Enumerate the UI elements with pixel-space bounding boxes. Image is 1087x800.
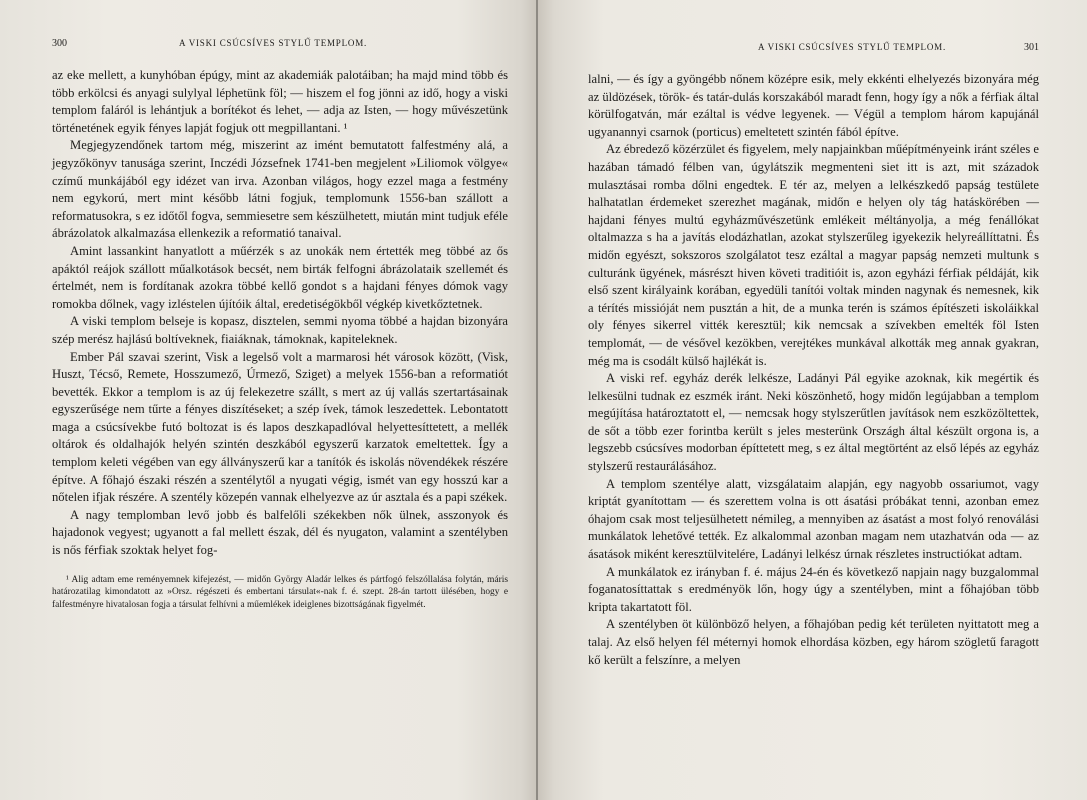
paragraph: A viski templom belseje is kopasz, disztelen, semmi nyoma többé a hajdan bizonyára szép merész hajlású boltíveknek, fiaiáknak, támoknak, kapiteleknek. — [52, 314, 508, 346]
left-page-body — [52, 67, 508, 560]
paragraph: Megjegyzendőnek tartom még, miszerint az imént bemutatott falfestmény alá, a jegyzőkönyv tanusága szerint, Inczédi Józsefnek 1741-ben megjelent »Liliomok völgye« czímű munkájából egy idézet van irva. Azonban világos, hogy ezzel maga a festmény nem egykorú, mert mint később látni fogjuk, templomunk 1556-ban szállott a reformatusokra, s ez időtől fogva, semmiesetre sem készülhetett, miután mint tudjuk eféle ábrázolatok alkalmazása ellenkezik a reformatió tanaival. — [52, 138, 508, 241]
left-page-header — [52, 38, 508, 49]
paragraph: A munkálatok ez irányban f. é. május 24-én és következő napjain nagy buzgalommal foganatosíttattak s eredményök lőn, hogy úgy a szentélyben, mint a főhajóban több kripta takartatott föl. — [588, 564, 1039, 614]
footnote: ¹ Alig adtam eme reményemnek kifejezést, — midőn György Aladár lelkes és pártfogó felszóllalása folytán, máris határozatilag kimondatott az »Orsz. régészeti és embertani társulat«-nak f. é. szept. 28-án tartott ülésében, hogy e falfestményre hivatalosan fogja a társulat felhívni a műemlékek ideiglenes bizottságának figyelmét. — [52, 574, 508, 610]
paragraph: az eke mellett, a kunyhóban épúgy, mint az akademiák palotáiban; ha majd mind több és több erkölcsi és anyagi sulylyal léphetünk föl; — hiszem el fog jönni az idő, hogy a viski templom faláról is lehántjuk a borítékot és lehet, — adja az Isten, — hogy művészetünk történetének egyik fényes lapját fogjuk ott megpillantani. ¹ — [52, 68, 508, 135]
paragraph: Az ébredező közérzület és figyelem, mely napjainkban műépítményeink iránt széles e hazában támadó félben van, úgylátszik megmenteni siet itt is azt, mit századok mulasztásai romba dőlni engedtek. E tér az, melyen a lelkészkedő papság testülete halhatatlan érdemeket szerezhet magának, midőn e helyen oly tág hatáskörében — hajdani fényes multú egyházművészetünk emlékeit méltányolja, a még fenállókat oltalmazza s ha a javítás elodázhatlan, azokat stylszerűleg igyekezik helyreállíttatni. És midőn egyészt, sokszoros szolgálatot tesz ezáltal a magyar papság nemzeti multunk s culturánk ügyének, másrészt hiven követi traditióit is, azon egyházi férfiak példáját, kik első szent királyaink korában, egyedüli tanítói voltak minden nagynak és nemesnek, kik a térítés missióját nem pusztán a hit, de a munka terén is számos építészeti iskoláikkal oly fényes sikerrel vitték keresztül; kik nemcsak a szívekben emelték föl Isten templomát, — de vésővel kezökben, verejtékes munkával alkották meg annak gyakran, még ma is csodált külső hajlékát is. — [588, 142, 1039, 368]
right-page-body — [588, 71, 1039, 669]
paragraph: Amint lassankint hanyatlott a műérzék s az unokák nem értették meg többé az ős apáktól reájok szállott műalkotások becsét, nem birták felfogni ábrázolataik szellemét és értelmét, nem is fordítanak azokra többé kellő gondot s a hajdani fényes dómok vagy romokba dőlnek, vagy izléstelen újítóik által, eredetiségökből végkép kivetkőztetnek. — [52, 243, 508, 311]
page-number: 301 — [1024, 42, 1039, 53]
running-head: A VISKI CSÚCSÍVES STYLŰ TEMPLOM. — [179, 38, 368, 48]
paragraph: A templom szentélye alatt, vizsgálataim alapján, egy nagyobb ossariumot, vagy kriptát gyanítottam — és szerettem volna is ott ásatási próbákat tenni, azonban emez óhajom csak most teljesülhetett némileg, a mennyiben az ásatást a most folyó renoválási munkálatok lehetővé tették. Ez alkalommal azonban magam nem utazhatván oda — az ásatások miként keresztülvitelére, Ladányi lelkész úrnak részletes instructiókat adtam. — [588, 476, 1039, 562]
paragraph: A szentélyben öt különböző helyen, a főhajóban pedig két területen nyittatott meg a talaj. Az első helyen fél méternyi homok elhordása közben, egy három szögletű faragott kő került a felszínre, a melyen — [588, 617, 1039, 667]
paragraph: A viski ref. egyház derék lelkésze, Ladányi Pál egyike azoknak, kik megértik és lelkesülni tudnak ez eszmék iránt. Neki köszönhető, hogy midőn legújabban a templom megújítása határoztatott el, — nemcsak hogy stylszerűtlen javítások nem eszközöltettek, de sőt a több ezer forintba került s jeles mesterünk Országh által készült orgona is, a legszebb csúcsíves modorban építtetett meg, s ez által megtörtént az első lépés az egyház stylszerű restaurálásához. — [588, 371, 1039, 474]
left-page — [0, 0, 538, 800]
paragraph: Ember Pál szavai szerint, Visk a legelső volt a marmarosi hét városok között, (Visk, Huszt, Técső, Remete, Hosszumező, Úrmező, Sziget) a melyek 1556-ban a reformatiót bevették. Ekkor a templom is az új felekezetre szállt, s mert az új vallás szertartásainak egyszerűsége nem tűrte a fényes diszítéseket; a szép ívek, támok leszedettek. Lebontatott maga a csúcsívekbe futó boltozat is és lapos deszkapadlóval helyettesíttetett, a mellék oltárok és oldalhajók helyén szintén deszkából egyszerű karzatok emeltettek. Így a templom keleti végében van egy állványszerű kar a tanítók és iskolás növendékek részére építve. A főhajó északi részén a szentélytől a nyugati végig, ismét van egy hosszú kar a nőtelen ifjak részére. A szentély közepén vannak elhelyezve az úr asztala és a papi székek. — [52, 349, 508, 505]
right-page — [538, 0, 1087, 800]
page-number: 300 — [52, 38, 67, 49]
paragraph: A nagy templomban levő jobb és balfelőli székekben nők ülnek, asszonyok és hajadonok vegyest; ugyanott a fal mellett észak, dél és nyugaton, valamint a szentélyben is nős férfiak szoktak helyet fog- — [52, 507, 508, 558]
paragraph: lalni, — és így a gyöngébb nőnem középre esik, mely ekkénti elhelyezés bizonyára még az üldözések, török- és tatár-dulás korszakából maradt fenn, hogy így a nők a férfiak által körülfogatván, már ezáltal is védve legyenek. — Végül a templom három kapujánál ugyanannyi csarnok (porticus) emeltetett szintén fából építve. — [588, 72, 1039, 139]
running-head: A VISKI CSÚCSÍVES STYLŰ TEMPLOM. — [757, 42, 946, 52]
right-page-header — [588, 42, 1039, 53]
